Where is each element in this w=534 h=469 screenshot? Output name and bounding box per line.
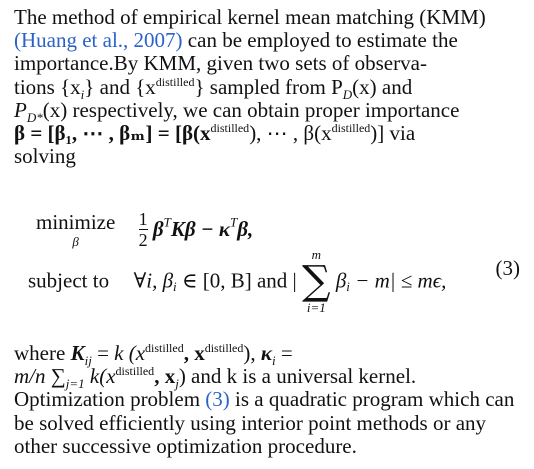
line-4: tions $\{x_i\}$ and $\{x^{distilled}\}$ sampled from $P_D(x)$ and: [14, 74, 413, 102]
objective-row: minimize β $\frac{1}{2}$ $\beta^TK\beta - \kappa^T\beta$,: [36, 209, 254, 250]
minimize-label: minimize β: [36, 209, 116, 249]
line-7: solving: [14, 144, 76, 169]
line-6: β = [β₁, ⋯ , $\beta_m] = [\beta(x^{distilled})$, ⋯ , $\beta(x^{distilled})$] via: [14, 120, 416, 145]
paper-excerpt: [14, 5, 520, 458]
tail-line-2: m/n $\sum_{j=1}$ $k(x^{distilled}$, $x_j$) and k is a universal kernel.: [14, 364, 417, 392]
line-2: (Huang et al., 2007) can be employed to estimate the: [14, 28, 458, 53]
intro-paragraph: [14, 6, 520, 168]
line-5: $P_{D*}(x)$ respectively, we can obtain proper importance: [14, 97, 460, 125]
tail-line-4: be solved efficiently using interior point methods or any: [14, 410, 487, 435]
half-fraction: $\frac{1}{2}$: [138, 209, 148, 250]
summation: m ∑ i=1: [302, 247, 331, 315]
constraint-row: subject to ∀i, $\beta_i$ ∈ [0, B] and | m ∑ i=1 $\beta_i - m| \le m\epsilon$,: [28, 247, 447, 315]
equation-number: (3): [495, 256, 520, 280]
optimization-equation: [14, 192, 520, 332]
tail-line-1: where $K_{ij} = k$ ($x^{distilled}$, $x^{distilled}$), $\kappa_i$ =: [14, 341, 293, 369]
citation-huang[interactable]: (Huang et al., 2007): [14, 28, 183, 53]
tail-paragraph: [14, 342, 520, 458]
line-3: importance.By KMM, given two sets of observa-: [14, 51, 427, 76]
equation-ref[interactable]: (3): [205, 387, 230, 412]
line-1: The method of empirical kernel mean matching (KMM): [14, 5, 486, 29]
tail-line-3: Optimization problem (3) is a quadratic program which can: [14, 387, 515, 412]
tail-line-5: other successive optimization procedure.: [14, 433, 357, 458]
